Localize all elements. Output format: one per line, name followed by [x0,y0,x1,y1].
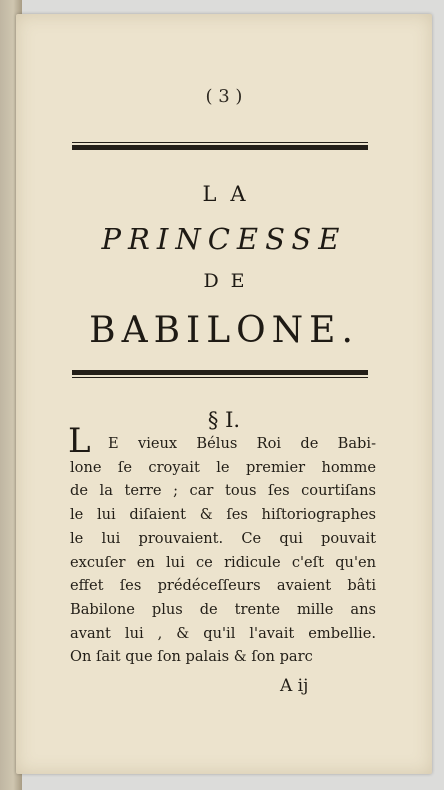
header-rule [72,142,368,150]
text-line: le lui prouvaient. Ce qui pouvait [70,529,376,547]
body-paragraph [70,432,376,669]
text-line: Babilone plus de trente mille ans [70,600,376,618]
text-line: le lui diſaient & ſes hiſtoriographes [70,506,376,524]
title-line-princesse: PRINCESSE [101,222,347,256]
text-line: lone ſe croyait le premier homme [70,458,376,476]
title-line-la: LA [202,182,260,206]
text-line: de la terre ; car tous ſes courtiſans [70,482,376,500]
text-line: effet ſes prédéceſſeurs avaient bâti [70,577,376,595]
title-line-babilone: BABILONE. [89,310,359,351]
title-rule-thick [72,370,368,375]
header-rule-thick [72,145,368,150]
text-line: excuſer en lui ce ridicule c'eſt qu'en [70,553,376,571]
header-rule-thin [72,142,368,143]
book-page [16,14,432,774]
title-rule [72,370,368,378]
section-heading: § I. [207,408,241,432]
catchword-signature: A ij [280,676,309,696]
title-line-de: DE [203,270,257,292]
text-line: E vieux Bélus Roi de Babi- [108,435,376,452]
drop-initial-letter: L [68,421,91,461]
page-number: ( 3 ) [205,86,243,107]
title-rule-thin [72,377,368,378]
text-line: avant lui , & qu'il l'avait embellie. [70,624,376,642]
text-line: On ſait que ſon palais & ſon parc [70,648,313,666]
